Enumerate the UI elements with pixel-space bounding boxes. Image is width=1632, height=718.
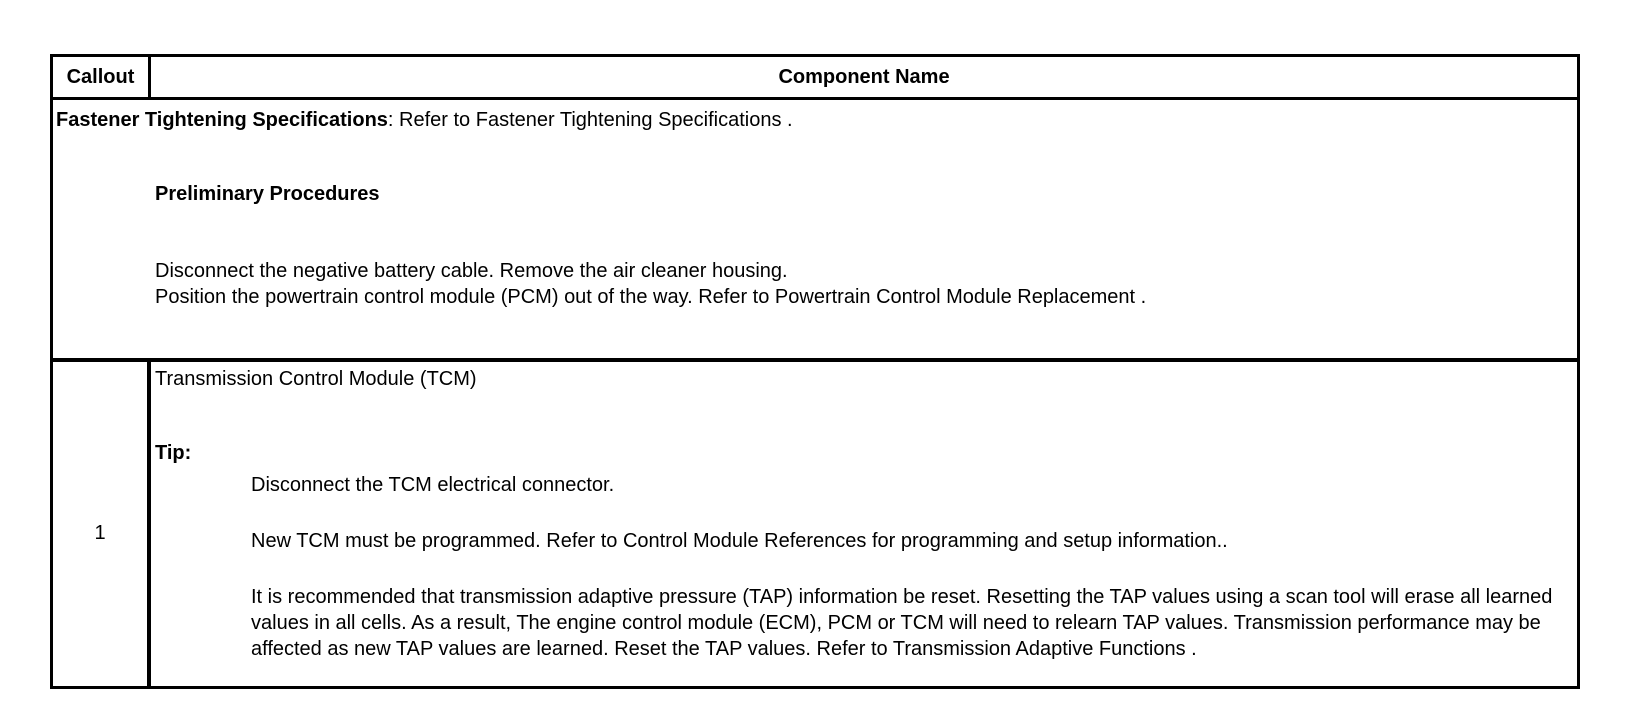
component-cell: [151, 362, 1577, 686]
procedure-table: [50, 54, 1580, 689]
tip-text-2: New TCM must be programmed. Refer to Control Module References for programming and setup information..: [251, 530, 1228, 552]
preliminary-step-2: Position the powertrain control module (PCM) out of the way. Refer to Powertrain Control Module Replacement .: [155, 286, 1147, 308]
fastener-spec-line: [56, 109, 793, 132]
component-name-column-header: Component Name: [778, 65, 950, 88]
table-row: [53, 362, 1577, 686]
tip-text-1: Disconnect the TCM electrical connector.: [251, 474, 615, 496]
tip-label: Tip:: [155, 442, 192, 464]
table-header-row: [53, 57, 1577, 100]
component-name: Transmission Control Module (TCM): [155, 368, 477, 390]
callout-column-header: Callout: [53, 57, 151, 97]
callout-number: 1: [94, 522, 106, 544]
fastener-spec-text: : Refer to Fastener Tightening Specifications .: [387, 109, 793, 131]
intro-row: [53, 100, 1577, 362]
tip-text-3: It is recommended that transmission adaptive pressure (TAP) information be reset. Resetting the TAP values using a scan tool will erase all learned values in all cells. As a result, The engine control module (ECM), PCM or TCM will need to relearn TAP values. Transmission performance may be affected as new TAP values are learned. Reset the TAP values. Refer to Transmission Adaptive Functions .: [251, 586, 1553, 660]
fastener-spec-label: Fastener Tightening Specifications: [56, 109, 388, 131]
callout-cell: [53, 362, 151, 686]
preliminary-procedures-title: Preliminary Procedures: [155, 183, 380, 205]
preliminary-step-1: Disconnect the negative battery cable. Remove the air cleaner housing.: [155, 260, 788, 282]
